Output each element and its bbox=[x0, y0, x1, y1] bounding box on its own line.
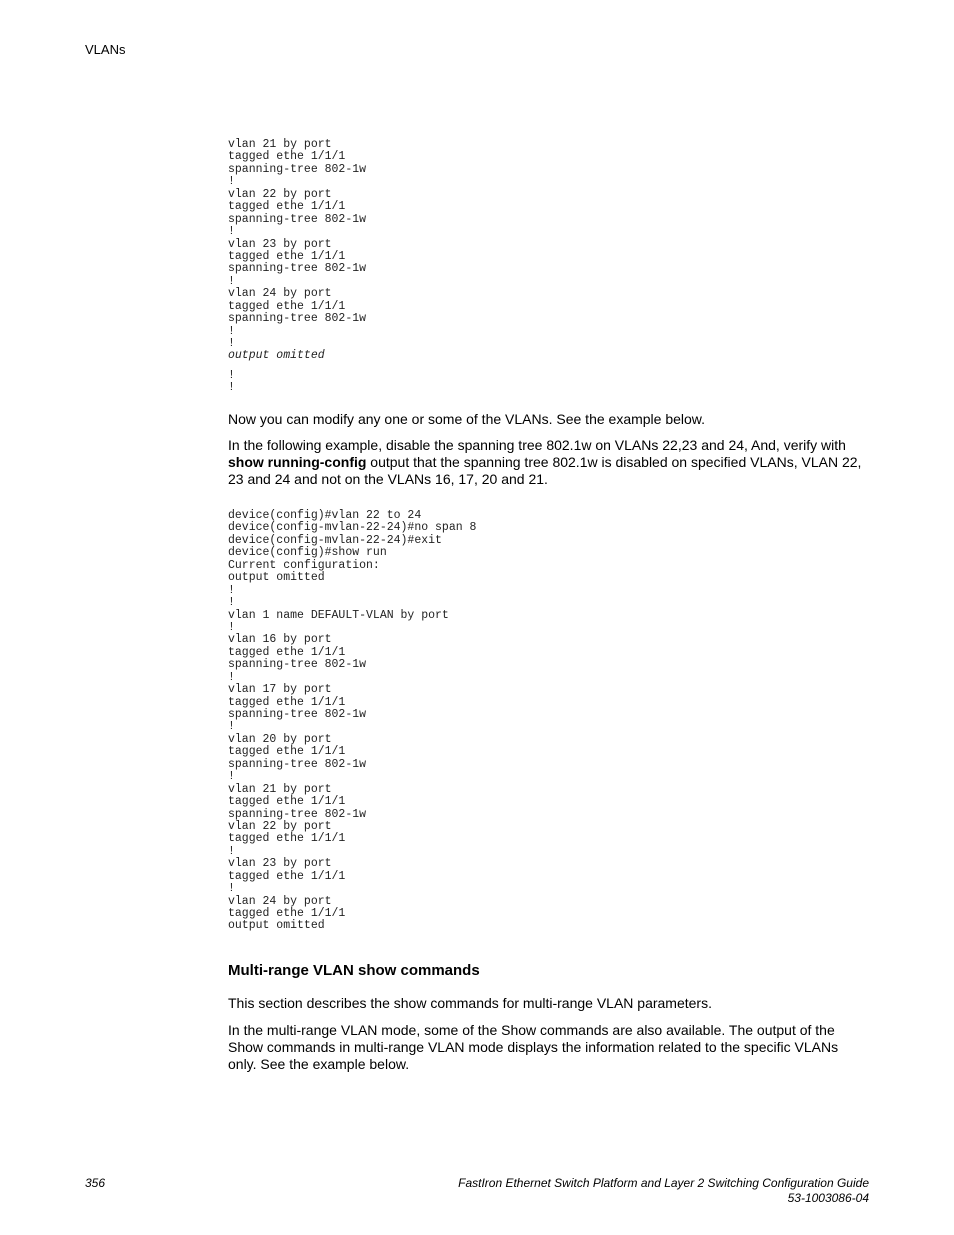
code-line: ! bbox=[228, 175, 235, 189]
code-line: ! bbox=[228, 596, 235, 610]
paragraph-section-intro: This section describes the show commands for multi-range VLAN parameters. bbox=[228, 995, 712, 1011]
code-line: ! bbox=[228, 324, 235, 338]
code-line: tagged ethe 1/1/1 bbox=[228, 907, 346, 920]
code-line: vlan 24 by port bbox=[228, 287, 332, 301]
code-line: spanning-tree 802-1w bbox=[228, 658, 367, 672]
code-line: tagged ethe 1/1/1 bbox=[228, 745, 346, 759]
paragraph-text: output that the spanning tree 802.1w is disabled on specified VLANs, VLAN 22, 23 and 24 and not on the VLANs 16, 17, 20 and 21. bbox=[228, 454, 862, 487]
code-line: spanning-tree 802-1w bbox=[228, 312, 367, 326]
paragraph-show-commands: In the multi-range VLAN mode, some of the Show commands are also available. The output of the Show commands in multi-range VLAN mode displays the information related to the specific VLANs only. See the example below. bbox=[228, 1022, 839, 1072]
code-line: vlan 22 by port bbox=[228, 187, 332, 201]
paragraph-disable-spanning-tree bbox=[228, 437, 868, 488]
footer-doc-number: 53-1003086-04 bbox=[787, 1191, 869, 1205]
footer-doc-title: FastIron Ethernet Switch Platform and Layer 2 Switching Configuration Guide bbox=[458, 1176, 869, 1190]
section-heading: Multi-range VLAN show commands bbox=[228, 962, 480, 979]
code-line: tagged ethe 1/1/1 bbox=[228, 832, 346, 846]
code-line: ! bbox=[228, 337, 235, 350]
code-lines-tail bbox=[228, 370, 366, 395]
code-line: ! bbox=[228, 844, 235, 858]
code-line: spanning-tree 802-1w bbox=[228, 212, 367, 226]
code-line: vlan 17 by port bbox=[228, 683, 332, 697]
code-line: tagged ethe 1/1/1 bbox=[228, 200, 346, 214]
code-line: ! bbox=[228, 670, 235, 684]
code-line: vlan 24 by port bbox=[228, 894, 332, 908]
code-line: ! bbox=[228, 882, 235, 896]
code-line: vlan 23 by port bbox=[228, 857, 332, 871]
paragraph-text: In the following example, disable the spanning tree 802.1w on VLANs 22,23 and 24, And, verify with bbox=[228, 437, 846, 453]
code-line: spanning-tree 802-1w bbox=[228, 708, 367, 721]
code-line: vlan 21 by port bbox=[228, 138, 332, 151]
running-header: VLANs bbox=[85, 42, 126, 57]
code-line: vlan 1 name DEFAULT-VLAN by port bbox=[228, 608, 449, 622]
code-line: device(config-mvlan-22-24)#no span 8 bbox=[228, 521, 477, 535]
code-line: ! bbox=[228, 720, 235, 734]
code-line: ! bbox=[228, 368, 235, 382]
code-line: ! bbox=[228, 274, 235, 288]
code-line: ! bbox=[228, 381, 235, 395]
code-line: vlan 16 by port bbox=[228, 633, 332, 647]
code-line: spanning-tree 802-1w bbox=[228, 757, 367, 771]
code-line: output omitted bbox=[228, 919, 325, 933]
code-line: spanning-tree 802-1w bbox=[228, 807, 367, 821]
code-line: device(config-mvlan-22-24)#exit bbox=[228, 533, 442, 547]
code-line: vlan 23 by port bbox=[228, 237, 332, 251]
code-output-omitted: output omitted bbox=[228, 349, 325, 363]
code-block-show-run bbox=[228, 510, 476, 933]
code-line: tagged ethe 1/1/1 bbox=[228, 299, 346, 313]
code-line: spanning-tree 802-1w bbox=[228, 162, 367, 176]
code-line: ! bbox=[228, 225, 235, 239]
code-line: tagged ethe 1/1/1 bbox=[228, 869, 346, 883]
code-line: spanning-tree 802-1w bbox=[228, 262, 367, 276]
page-number: 356 bbox=[85, 1176, 106, 1190]
code-line: tagged ethe 1/1/1 bbox=[228, 645, 346, 659]
code-line: ! bbox=[228, 620, 235, 634]
code-line: tagged ethe 1/1/1 bbox=[228, 795, 346, 809]
code-line: tagged ethe 1/1/1 bbox=[228, 695, 346, 709]
code-line: device(config)#vlan 22 to 24 bbox=[228, 509, 422, 522]
paragraph-modify-vlans: Now you can modify any one or some of the VLANs. See the example below. bbox=[228, 411, 706, 427]
footer-doc-info bbox=[458, 1176, 869, 1206]
code-line: ! bbox=[228, 770, 235, 784]
code-line: vlan 21 by port bbox=[228, 782, 332, 796]
code-line: Current configuration: bbox=[228, 558, 380, 572]
code-line: vlan 20 by port bbox=[228, 732, 332, 746]
code-block-vlan-config bbox=[228, 139, 366, 395]
code-lines bbox=[228, 139, 366, 350]
code-line: device(config)#show run bbox=[228, 546, 387, 560]
command-name: show running-config bbox=[228, 454, 367, 470]
code-line: tagged ethe 1/1/1 bbox=[228, 249, 346, 263]
code-line: ! bbox=[228, 583, 235, 597]
code-line: output omitted bbox=[228, 571, 325, 585]
code-line: vlan 22 by port bbox=[228, 819, 332, 833]
code-lines bbox=[228, 510, 476, 933]
code-gap bbox=[228, 363, 366, 370]
code-line: tagged ethe 1/1/1 bbox=[228, 150, 346, 164]
